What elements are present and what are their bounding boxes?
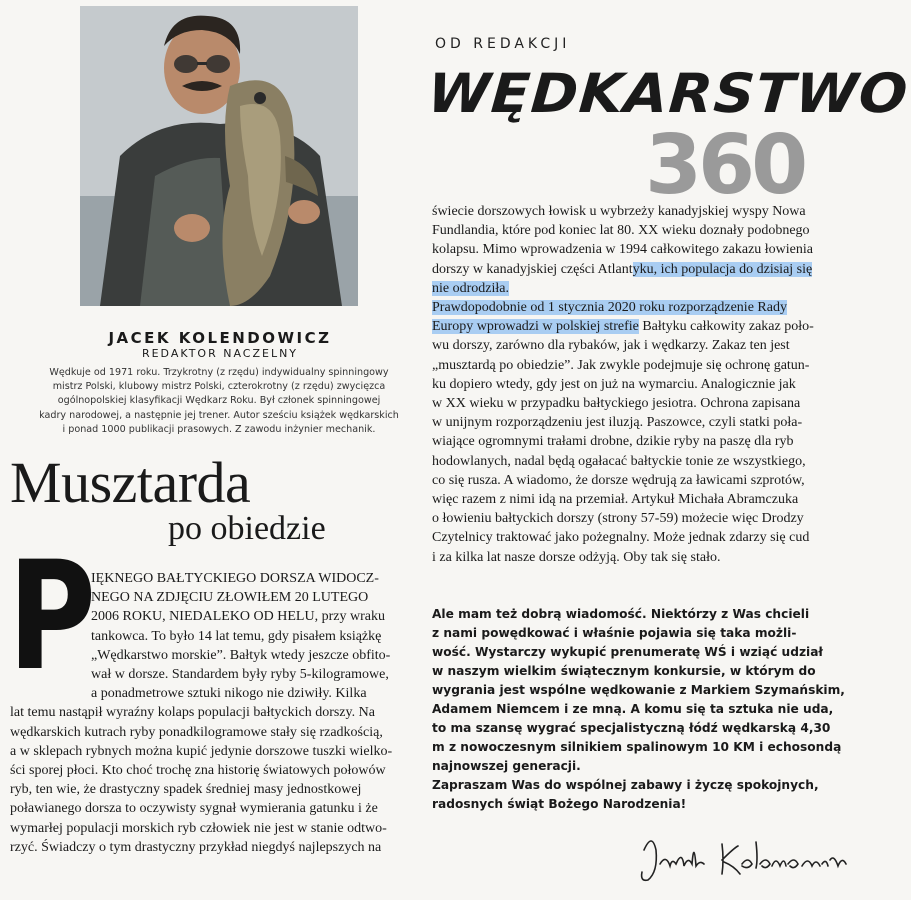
- text-line: Czytelnicy traktować jako pożegnalny. Może jednak zdarzy się cud: [432, 530, 810, 546]
- text-line: wymarłej populacji morskich ryb człowiek nie jest w stanie odtwo-: [10, 820, 387, 836]
- text-line: więc razem z nimi idą na przemiał. Artykuł Michała Abramczuka: [432, 492, 799, 508]
- text-line: a ponadmetrowe sztuki nikogo nie dziwiły. Kilka: [91, 686, 367, 702]
- promo-line: Zapraszam Was do wspólnej zabawy i życzę spokojnych,: [432, 778, 819, 792]
- drop-cap-letter: P: [8, 530, 96, 704]
- promo-line: Adamem Niemcem i ze mną. A komu się ta sztuka nie uda,: [432, 702, 834, 716]
- author-photo: [80, 6, 358, 306]
- text-line: i za kilka lat nasze dorsze odżyją. Oby tak się stało.: [432, 549, 721, 565]
- text-line: IĘKNEGO BAŁTYCKIEGO DORSZA WIDOCZ-: [91, 571, 379, 586]
- signature-image: [630, 820, 855, 890]
- article-left-column: [10, 569, 432, 857]
- promo-line: radosnych świąt Bożego Narodzenia!: [432, 797, 687, 811]
- bio-line: mistrz Polski, klubowy mistrz Polski, czterokrotny (z rzędu) zwycięzca: [52, 381, 386, 393]
- text-line: lat temu nastąpił wyraźny kolaps populacji bałtyckich dorszy. Na: [10, 705, 375, 721]
- highlighted-text[interactable]: yku, ich populacja do dzisiaj się: [632, 261, 813, 277]
- text-line: rzyć. Świadczy o tym drastyczny przykład niegdyś najlepszych na: [10, 839, 382, 855]
- promo-paragraph: [432, 605, 852, 814]
- text-line: a w sklepach rybnych można kupić jedynie dorszowe tuszki wielko-: [10, 743, 393, 759]
- text-line: co się rusza. A wiadomo, że dorsze wędrują za ławicami szprotów,: [432, 472, 805, 488]
- text-line: [432, 279, 852, 298]
- text-line: tankowca. To było 14 lat temu, gdy pisałem książkę: [91, 628, 382, 644]
- headline-main: Musztarda: [10, 450, 251, 515]
- author-role: REDAKTOR NACZELNY: [141, 347, 299, 360]
- section-kicker: OD REDAKCJI: [435, 36, 571, 52]
- highlighted-text[interactable]: Europy wprowadzi w polskiej strefie: [432, 319, 639, 335]
- text-plain: dorszy w kanadyjskiej części Atlant: [432, 261, 633, 277]
- text-line: wał w dorsze. Standardem były ryby 5-kilogramowe,: [91, 667, 389, 683]
- promo-line: wygrania jest wspólne wędkowanie z Markiem Szymańskim,: [432, 683, 845, 697]
- author-bio: [14, 366, 424, 437]
- article-right-column: [432, 202, 852, 567]
- bio-line: kadry narodowej, a następnie jej trener. Autor sześciu książek wędkarskich: [39, 409, 399, 421]
- text-line: w unijnym rozporządzeniu jest iluzją. Paszowce, czyli statki poła-: [432, 415, 803, 431]
- text-line: wędkarskich kutrach ryby ponadkilogramowe stały się rzadkością,: [10, 724, 383, 740]
- text-line: „musztardą po obiedzie”. Jak zwykle podejmuje się ochronę gatun-: [432, 357, 810, 373]
- promo-line: to ma szansę wygrać specjalistyczną łódź wędkarską 4,30: [432, 721, 831, 735]
- text-line: ryb, ten wie, że drastyczny spadek średniej masy jednostkowej: [10, 782, 362, 798]
- highlighted-text[interactable]: Prawdopodobnie od 1 stycznia 2020 roku rozporządzenie Rady: [432, 300, 787, 316]
- text-line: [432, 260, 852, 279]
- text-line: 2006 ROKU, NIEDALEKO OD HELU, przy wraku: [91, 609, 385, 625]
- promo-line: w naszym wielkim świątecznym konkursie, w którym do: [432, 664, 816, 678]
- promo-line: m z nowoczesnym silnikiem spalinowym 10 KM i echosondą: [432, 740, 842, 754]
- text-line: Fundlandia, które pod koniec lat 80. XX wieku doznały podobnego: [432, 223, 810, 239]
- bio-line: ogólnopolskiej klasyfikacji Wędkarz Roku. Był członek spinningowej: [57, 395, 381, 407]
- text-line: świecie dorszowych łowisk u wybrzeży kanadyjskiej wyspy Nowa: [432, 204, 806, 219]
- bio-line: Wędkuje od 1971 roku. Trzykrotny (z rzędu) indywidualny spinningowy: [49, 367, 389, 378]
- bio-line: i ponad 1000 publikacji prasowych. Z zawodu inżynier mechanik.: [62, 423, 376, 435]
- highlighted-text[interactable]: nie odrodziła.: [432, 280, 509, 296]
- text-line: wu dorszy, zarówno dla rybaków, jak i wędkarzy. Zakaz ten jest: [432, 338, 790, 354]
- headline-sub: po obiedzie: [168, 510, 326, 547]
- promo-line: Ale mam też dobrą wiadomość. Niektórzy z Was chcieli: [432, 607, 810, 621]
- promo-line: najnowszej generacji.: [432, 759, 581, 773]
- text-line: o łowieniu bałtyckich dorszy (strony 57-59) możecie więc Drodzy: [432, 511, 804, 527]
- text-line: hodowlanych, nadal będą ogałacać bałtyckie tonie ze wszystkiego,: [432, 453, 806, 469]
- text-line: NEGO NA ZDJĘCIU ZŁOWIŁEM 20 LUTEGO: [91, 590, 369, 606]
- text-line: ści sporej płoci. Kto choć trochę zna historię światowych połowów: [10, 763, 386, 779]
- promo-line: z nami powędkować i właśnie pojawia się taka możli-: [432, 626, 797, 640]
- text-line: w XX wieku w przypadku bałtyckiego jesiotra. Ochrona zapisana: [432, 396, 801, 412]
- text-line: ku dopiero wtedy, gdy jest on już na wymarciu. Analogicznie jak: [432, 376, 796, 392]
- text-line: kolapsu. Mimo wprowadzenia w 1994 całkowitego zakazu łowienia: [432, 242, 814, 258]
- magazine-title: WĘDKARSTWO: [425, 62, 911, 125]
- magazine-number: 360: [645, 118, 805, 213]
- text-plain: Bałtyku całkowity zakaz poło-: [638, 319, 814, 335]
- text-line: poławianego dorsza to oczywisty sygnał wymierania gatunku i że: [10, 801, 378, 817]
- promo-line: wość. Wystarczy wykupić prenumeratę WŚ i wziąć udział: [432, 645, 823, 659]
- author-name: JACEK KOLENDOWICZ: [108, 329, 332, 347]
- text-line: „Wędkarstwo morskie”. Bałtyk wtedy jeszcze obfito-: [91, 647, 391, 663]
- text-line: wiające ogromnymi trałami drobne, dzikie ryby na paszę dla ryb: [432, 434, 794, 450]
- text-line: [432, 317, 852, 336]
- text-line: [432, 298, 852, 317]
